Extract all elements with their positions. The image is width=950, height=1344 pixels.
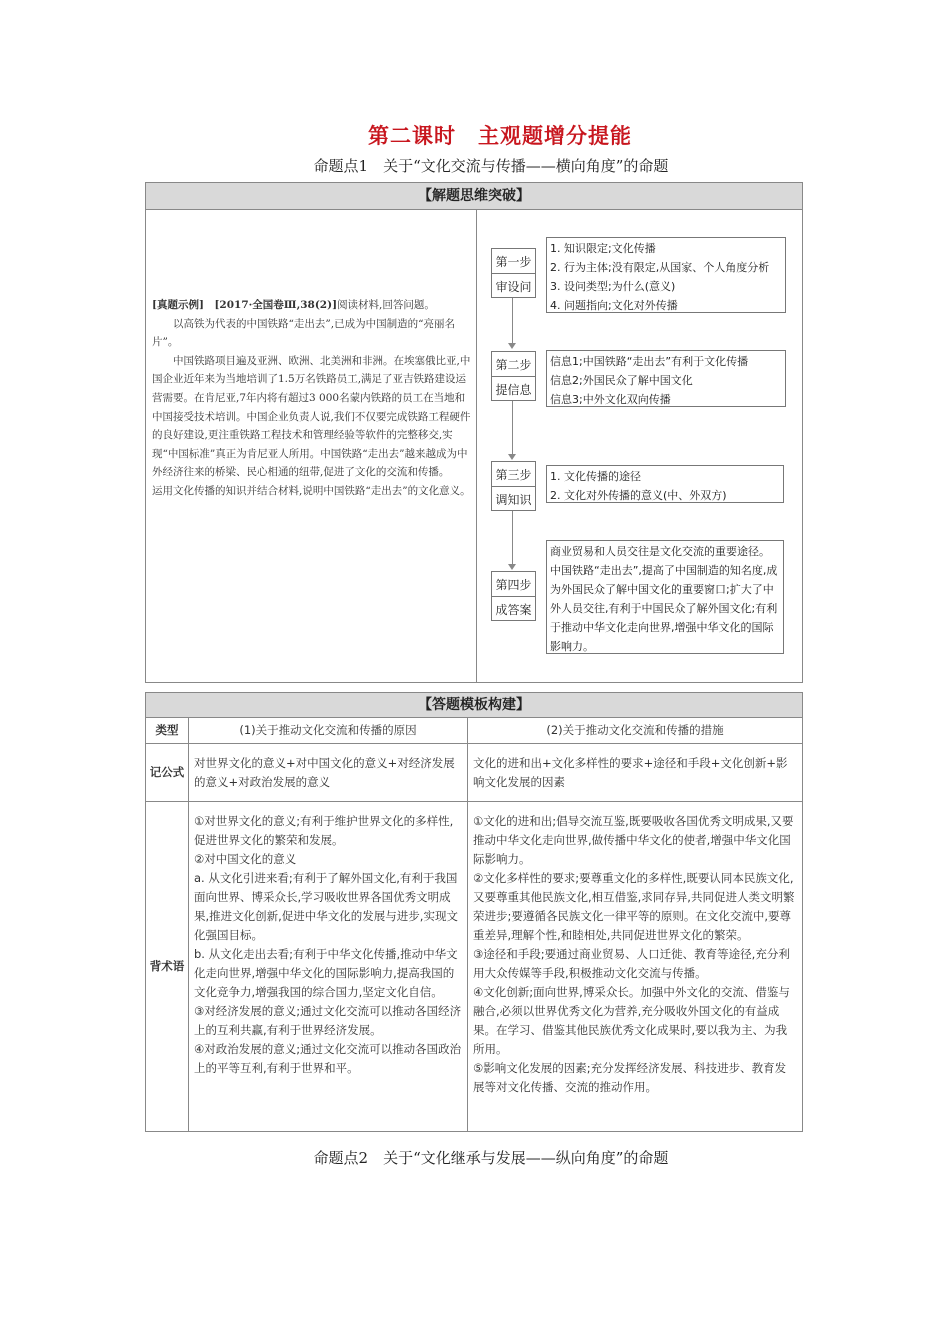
row-terms-reasons <box>189 802 468 1132</box>
step-3-box <box>491 461 536 511</box>
row-terms-measures <box>468 802 803 1132</box>
step-2-item: 信息2;外国民众了解中国文化 <box>550 374 693 387</box>
template-panel-header: 【答题模板构建】 <box>146 693 802 718</box>
reason-item: ②对中国文化的意义 <box>194 852 297 866</box>
material-paragraph: 以高铁为代表的中国铁路“走出去”,已成为中国制造的“亮丽名片”。 <box>152 317 455 349</box>
reason-item: ③对经济发展的意义;通过文化交流可以推动各国经济上的互利共赢,有利于世界经济发展。 <box>194 1004 462 1037</box>
reason-item: ④对政治发展的意义;通过文化交流可以推动各国政治上的平等互利,有利于世界和平。 <box>194 1042 462 1075</box>
section-subtitle: 命题点1 关于“文化交流与传播——横向角度”的命题 <box>313 157 669 175</box>
step-1-item: 1. 知识限定;文化传播 <box>550 242 656 255</box>
step-2-info <box>546 350 786 407</box>
table-row <box>146 802 803 1132</box>
step-3-number: 第三步 <box>492 462 535 487</box>
col-measures-header: (2)关于推动文化交流和传播的措施 <box>468 718 803 744</box>
reason-item: ①对世界文化的意义;有利于维护世界文化的多样性,促进世界文化的繁荣和发展。 <box>194 814 454 847</box>
step-1-item: 2. 行为主体;没有限定,从国家、个人角度分析 <box>550 261 770 274</box>
step-3-name: 调知识 <box>495 492 532 507</box>
step-4-box <box>491 571 536 621</box>
table-row <box>146 744 803 802</box>
step-2-item: 信息3;中外文化双向传播 <box>550 393 671 406</box>
thinking-panel-header: 【解题思维突破】 <box>146 183 802 210</box>
next-section-title: 命题点2 关于“文化继承与发展——纵向角度”的命题 <box>313 1149 669 1167</box>
example-block <box>152 296 472 501</box>
flow-connector <box>512 401 513 455</box>
step-1-item: 3. 设问类型;为什么(意义) <box>550 280 676 293</box>
flow-arrow <box>508 454 516 460</box>
step-1-name: 审设问 <box>495 279 532 294</box>
col-reasons-header: (1)关于推动文化交流和传播的原因 <box>189 718 468 744</box>
step-2-item: 信息1;中国铁路“走出去”有利于文化传播 <box>550 355 749 368</box>
reason-item: b. 从文化走出去看;有利于中华文化传播,推动中华文化走向世界,增强中华文化的国际影响力,提高我国的文化竞争力,增强我国的综合国力,坚定文化自信。 <box>194 947 458 999</box>
measure-item: ⑤影响文化发展的因素;充分发挥经济发展、科技进步、教育发展等对文化传播、交流的推动作用。 <box>473 1061 787 1094</box>
step-4-number: 第四步 <box>492 572 535 597</box>
flow-connector <box>512 511 513 565</box>
flow-connector <box>512 298 513 344</box>
template-table <box>145 717 803 1132</box>
row-formula-type: 记公式 <box>146 744 189 802</box>
material-paragraph: 中国铁路项目遍及亚洲、欧洲、北美洲和非洲。在埃塞俄比亚,中国企业近年来为当地培训了1.5万名铁路员工,满足了亚吉铁路建设运营需要。在肯尼亚,7年内将有超过3 000名蒙内铁路的员工在当地和中国接受技术培训。中国企业负责人说,我们不仅要完成铁路工程硬件的良好建设,更注重铁路工程技术和管理经验等软件的完整移交,实现“中国标准”真正为肯尼亚人所用。中国铁路“走出去”越来越成为中外经济往来的桥梁、民心相通的纽带,促进了文化的交流和传播。 <box>152 354 471 479</box>
template-table-wrap <box>145 717 803 1132</box>
template-panel <box>145 692 803 718</box>
thinking-panel-divider <box>476 209 477 682</box>
table-header-row <box>146 718 803 744</box>
step-1-box <box>491 248 536 298</box>
row-formula-measures: 文化的进和出+文化多样性的要求+途径和手段+文化创新+影响文化发展的因素 <box>468 744 803 802</box>
step-3-item: 2. 文化对外传播的意义(中、外双方) <box>550 489 727 502</box>
step-3-item: 1. 文化传播的途径 <box>550 470 641 483</box>
col-type-header: 类型 <box>146 718 189 744</box>
example-intro: 阅读材料,回答问题。 <box>337 299 435 311</box>
example-heading <box>152 296 472 315</box>
step-2-name: 提信息 <box>495 382 532 397</box>
flow-arrow <box>508 564 516 570</box>
step-2-box <box>491 351 536 401</box>
reason-item: a. 从文化引进来看;有利于了解外国文化,有利于我国面向世界、博采众长,学习吸收世界各国优秀文明成果,推进文化创新,促进中华文化的发展与进步,实现文化强国目标。 <box>194 871 458 942</box>
example-source: [2017·全国卷Ⅲ,38(2)] <box>214 299 338 311</box>
step-1-number: 第一步 <box>492 249 535 274</box>
step-4-answer: 商业贸易和人员交往是文化交流的重要途径。中国铁路“走出去”,提高了中国制造的知名度,成为外国民众了解中国文化的重要窗口;扩大了中外人员交往,有利于中国民众了解外国文化;有利于推动中华文化走向世界,增强中华文化的国际影响力。 <box>546 540 784 654</box>
row-formula-reasons: 对世界文化的意义+对中国文化的意义+对经济发展的意义+对政治发展的意义 <box>189 744 468 802</box>
step-3-info <box>546 465 784 503</box>
flow-arrow <box>508 343 516 349</box>
measure-item: ①文化的进和出;倡导交流互鉴,既要吸收各国优秀文明成果,又要推动中华文化走向世界,做传播中华文化的使者,增强中华文化国际影响力。 <box>473 814 794 866</box>
page-title: 第二课时 主观题增分提能 <box>368 124 632 148</box>
step-1-info <box>546 237 786 313</box>
example-question: 运用文化传播的知识并结合材料,说明中国铁路“走出去”的文化意义。 <box>152 484 471 497</box>
measure-item: ④文化创新;面向世界,博采众长。加强中外文化的交流、借鉴与融合,必须以世界优秀文化为营养,充分吸收外国文化的有益成果。在学习、借鉴其他民族优秀文化成果时,要以我为主、为我所用。 <box>473 985 790 1056</box>
step-4-name: 成答案 <box>495 602 532 617</box>
measure-item: ③途径和手段;要通过商业贸易、人口迁徙、教育等途径,充分利用大众传媒等手段,积极推动文化交流与传播。 <box>473 947 790 980</box>
measure-item: ②文化多样性的要求;要尊重文化的多样性,既要认同本民族文化,又要尊重其他民族文化,相互借鉴,求同存异,共同促进人类文明繁荣进步;要遵循各民族文化一律平等的原则。在文化交流中,要尊重差异,理解个性,和睦相处,共同促进世界文化的繁荣。 <box>473 871 795 942</box>
example-label: [真题示例] <box>152 299 204 311</box>
step-1-item: 4. 问题指向;文化对外传播 <box>550 299 678 312</box>
step-2-number: 第二步 <box>492 352 535 377</box>
row-terms-type: 背术语 <box>146 802 189 1132</box>
